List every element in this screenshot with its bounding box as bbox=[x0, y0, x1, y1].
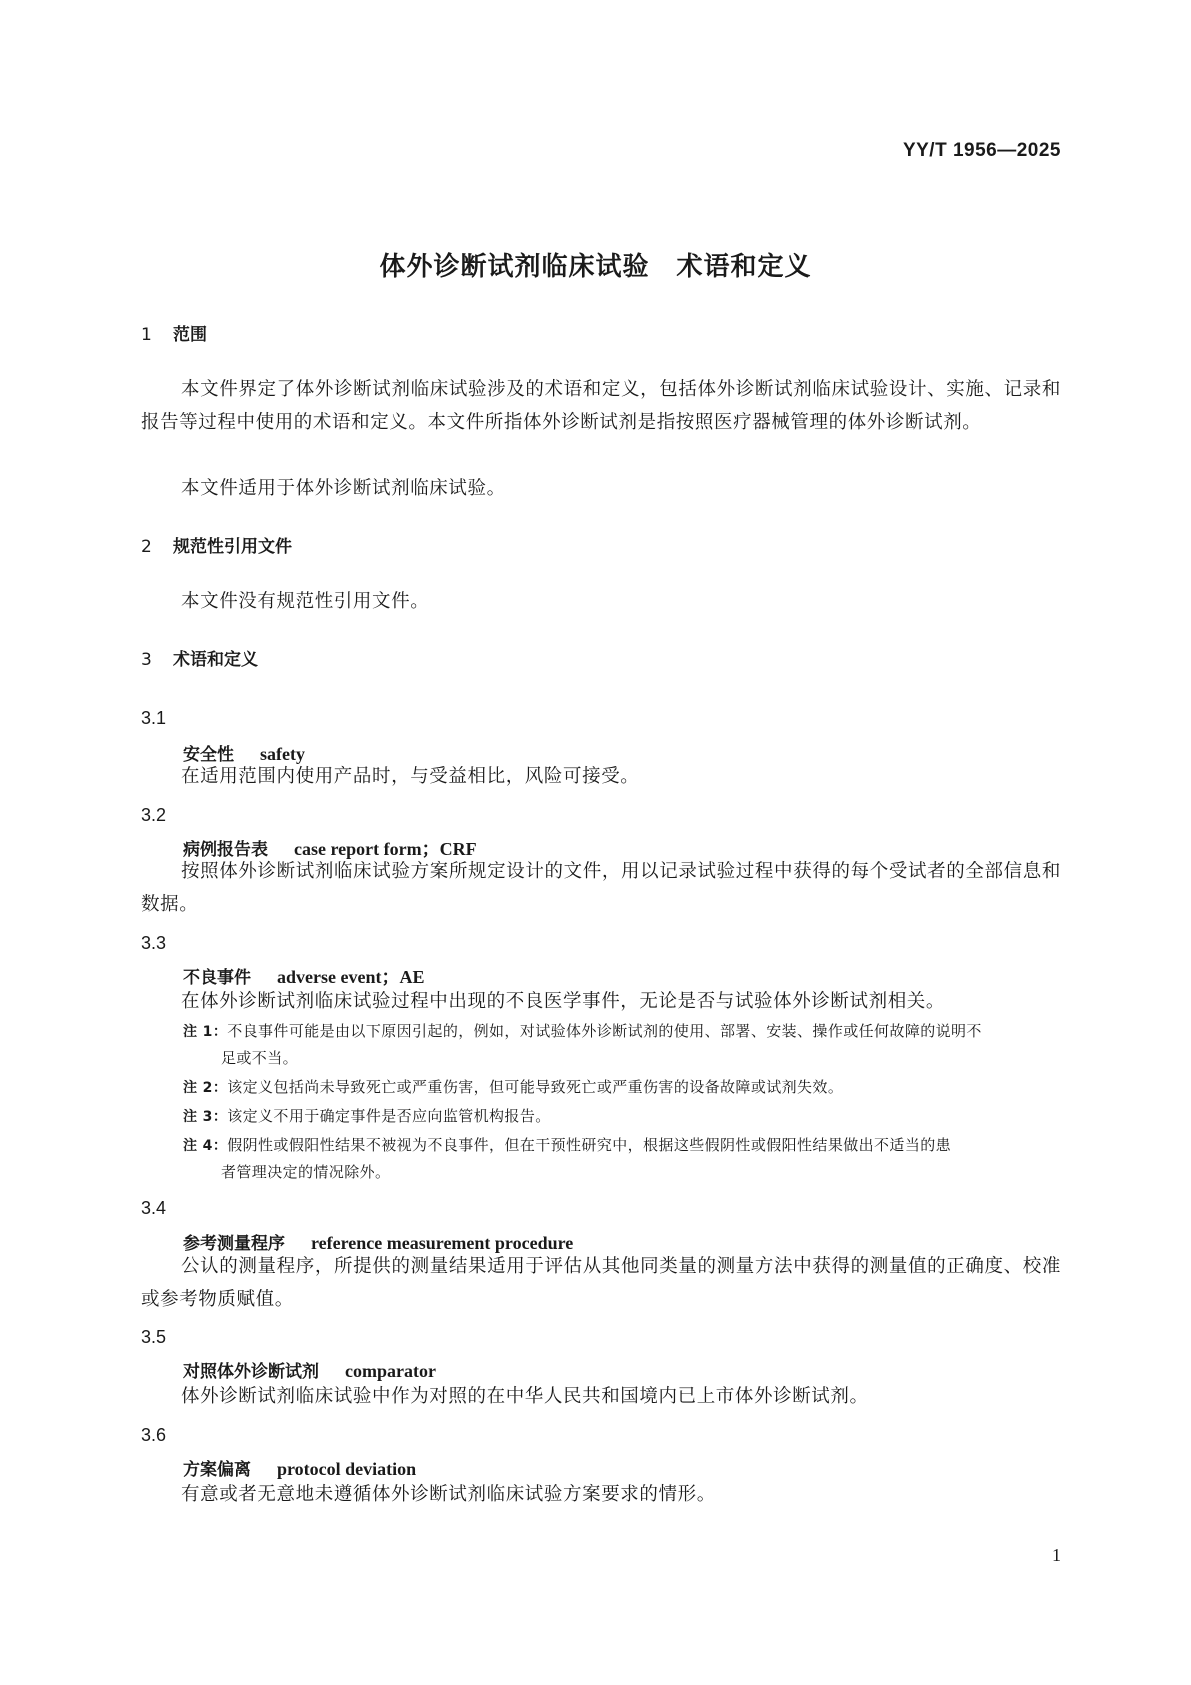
term-en: protocol deviation bbox=[277, 1459, 417, 1479]
section-1-heading bbox=[141, 320, 207, 345]
term-en: reference measurement procedure bbox=[311, 1233, 574, 1253]
note-label: 注 2： bbox=[183, 1080, 228, 1096]
note-label: 注 1： bbox=[183, 1024, 228, 1040]
term-index: 3.3 bbox=[141, 933, 167, 953]
note-text: 假阴性或假阳性结果不被视为不良事件，但在干预性研究中，根据这些假阴性或假阳性结果做出不适当的患 bbox=[227, 1136, 952, 1154]
term-zh: 不良事件 bbox=[183, 968, 251, 988]
section-3-heading bbox=[141, 645, 258, 670]
note bbox=[183, 1132, 1063, 1185]
term-index: 3.4 bbox=[141, 1198, 167, 1218]
note-text: 者管理决定的情况除外。 bbox=[221, 1163, 391, 1181]
term-definition: 按照体外诊断试剂临床试验方案所规定设计的文件，用以记录试验过程中获得的每个受试者的全部信息和数据。 bbox=[141, 861, 1061, 915]
standard-number: YY/T 1956—2025 bbox=[902, 140, 1061, 161]
section-number: 3 bbox=[141, 650, 152, 670]
section-number: 2 bbox=[141, 537, 152, 557]
note-text: 该定义包括尚未导致死亡或严重伤害，但可能导致死亡或严重伤害的设备故障或试剂失效。 bbox=[227, 1078, 844, 1096]
term-en: comparator bbox=[345, 1361, 436, 1381]
section-2-heading bbox=[141, 532, 292, 557]
term-definition: 体外诊断试剂临床试验中作为对照的在中华人民共和国境内已上市体外诊断试剂。 bbox=[181, 1386, 869, 1407]
paragraph: 本文件没有规范性引用文件。 bbox=[181, 591, 430, 612]
note-label: 注 3： bbox=[183, 1109, 228, 1125]
note bbox=[183, 1103, 1063, 1130]
note bbox=[183, 1018, 1063, 1071]
note-label: 注 4： bbox=[183, 1138, 228, 1154]
term-zh: 方案偏离 bbox=[183, 1460, 251, 1480]
term-heading bbox=[183, 1357, 436, 1382]
term-definition: 公认的测量程序，所提供的测量结果适用于评估从其他同类量的测量方法中获得的测量值的正确度、校准或参考物质赋值。 bbox=[141, 1256, 1061, 1310]
section-title: 范围 bbox=[173, 325, 207, 345]
page-number: 1 bbox=[1052, 1545, 1061, 1565]
note bbox=[183, 1074, 1063, 1101]
note-text: 不良事件可能是由以下原因引起的，例如，对试验体外诊断试剂的使用、部署、安装、操作或任何故障的说明不 bbox=[227, 1022, 982, 1040]
term-en: safety bbox=[260, 744, 305, 764]
term-definition: 在适用范围内使用产品时，与受益相比，风险可接受。 bbox=[181, 766, 640, 787]
term-heading bbox=[183, 1455, 416, 1480]
term-index: 3.5 bbox=[141, 1327, 167, 1347]
section-number: 1 bbox=[141, 325, 152, 345]
term-definition: 有意或者无意地未遵循体外诊断试剂临床试验方案要求的情形。 bbox=[181, 1484, 716, 1505]
term-zh: 安全性 bbox=[183, 745, 234, 765]
term-index: 3.2 bbox=[141, 805, 167, 825]
term-zh: 对照体外诊断试剂 bbox=[183, 1362, 319, 1382]
section-title: 术语和定义 bbox=[173, 650, 258, 670]
paragraph: 本文件界定了体外诊断试剂临床试验涉及的术语和定义，包括体外诊断试剂临床试验设计、实施、记录和报告等过程中使用的术语和定义。本文件所指体外诊断试剂是指按照医疗器械管理的体外诊断试剂。 bbox=[141, 379, 1061, 433]
note-text: 足或不当。 bbox=[221, 1049, 299, 1067]
term-index: 3.6 bbox=[141, 1425, 167, 1445]
note-text: 该定义不用于确定事件是否应向监管机构报告。 bbox=[227, 1107, 551, 1125]
term-definition: 在体外诊断试剂临床试验过程中出现的不良医学事件，无论是否与试验体外诊断试剂相关。 bbox=[181, 991, 946, 1012]
term-zh: 参考测量程序 bbox=[183, 1234, 285, 1254]
document-title: 体外诊断试剂临床试验 术语和定义 bbox=[379, 252, 812, 282]
term-en: adverse event；AE bbox=[277, 967, 425, 987]
term-zh: 病例报告表 bbox=[183, 840, 268, 860]
term-en: case report form；CRF bbox=[294, 839, 477, 859]
section-title: 规范性引用文件 bbox=[173, 537, 292, 557]
paragraph: 本文件适用于体外诊断试剂临床试验。 bbox=[181, 478, 506, 499]
term-index: 3.1 bbox=[141, 708, 167, 728]
